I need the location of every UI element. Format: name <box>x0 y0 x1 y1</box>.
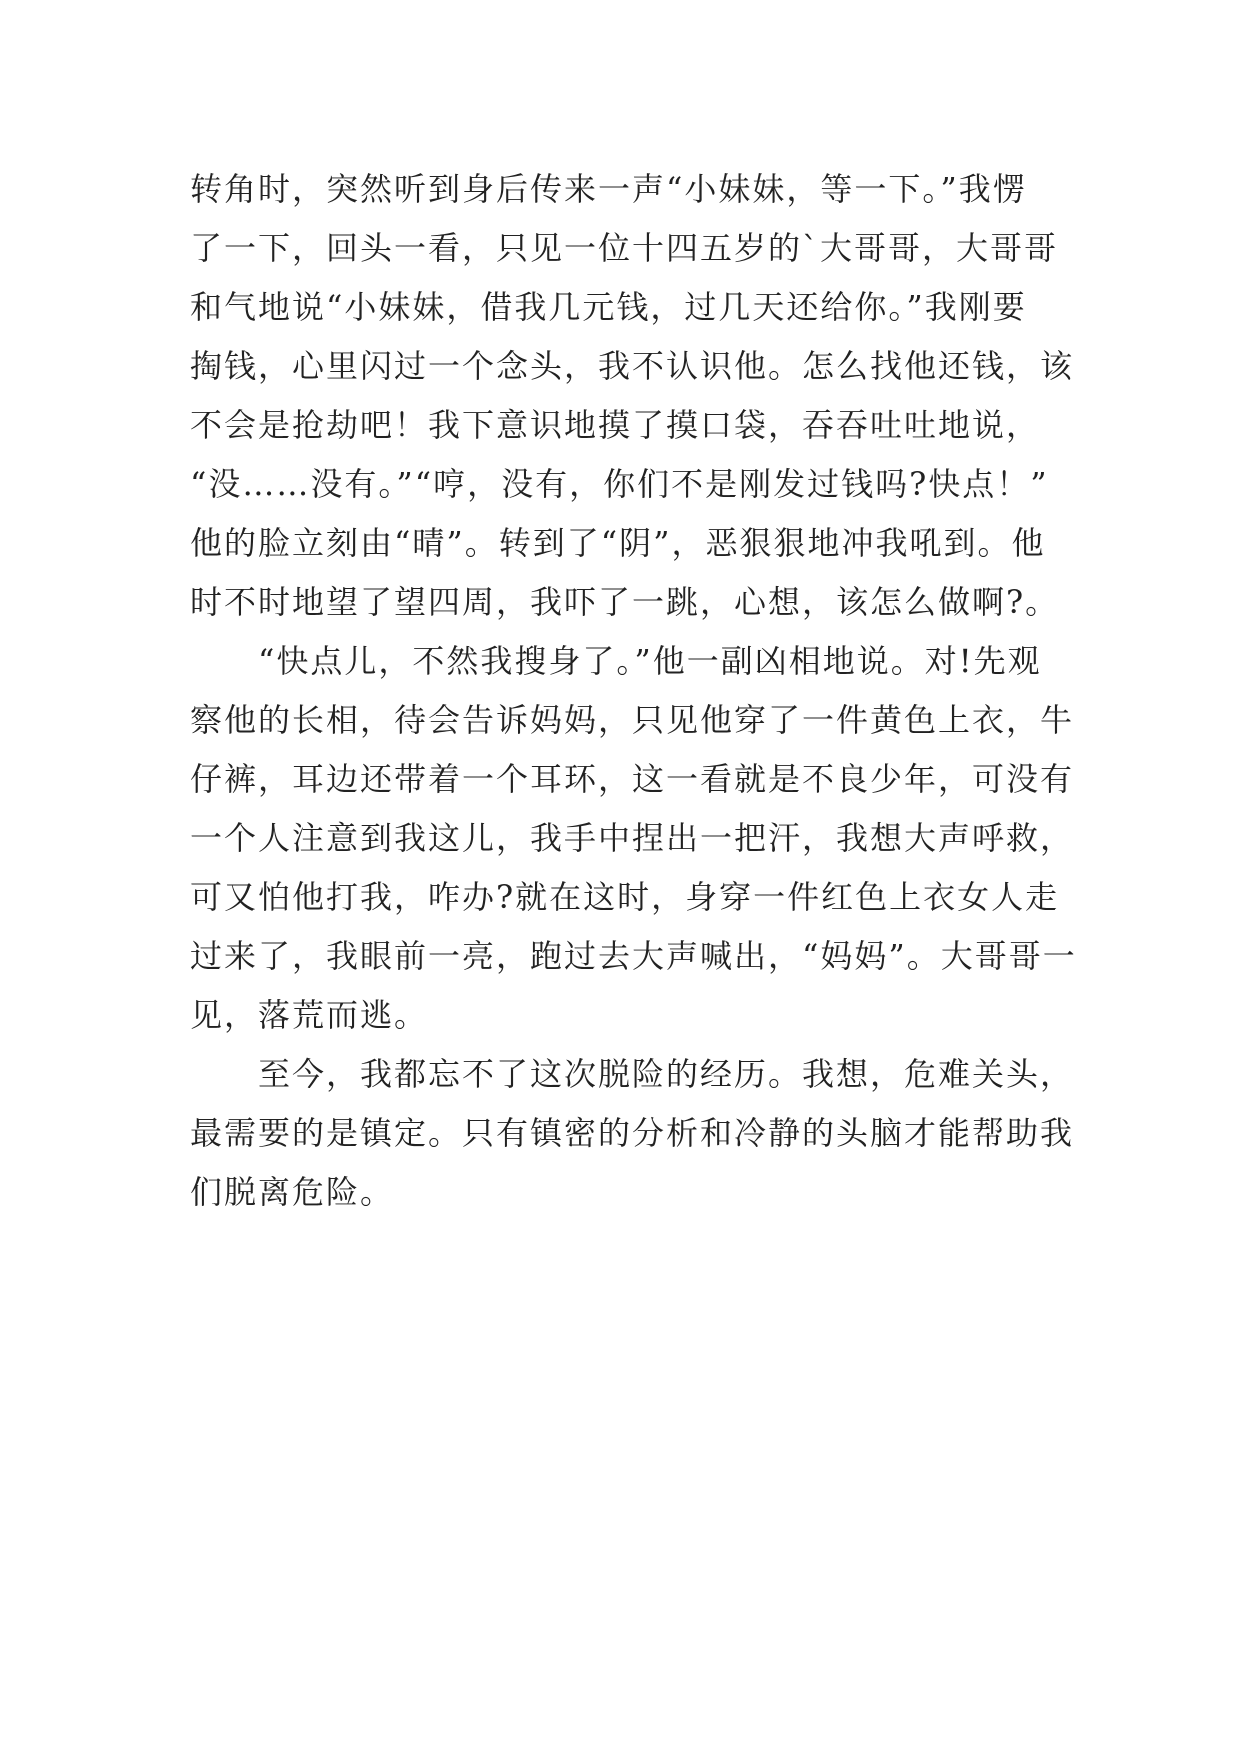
text-line: 仔裤，耳边还带着一个耳环，这一看就是不良少年，可没有 <box>190 760 1075 798</box>
document-body <box>190 160 1077 1222</box>
text-line: 不会是抢劫吧！我下意识地摸了摸口袋，吞吞吐吐地说， <box>190 406 1041 444</box>
text-line: 察他的长相，待会告诉妈妈，只见他穿了一件黄色上衣，牛 <box>190 701 1075 739</box>
text-line: 时不时地望了望四周，我吓了一跳，心想，该怎么做啊?。 <box>190 583 1060 621</box>
text-line: 过来了，我眼前一亮，跑过去大声喊出，“妈妈”。大哥哥一 <box>190 937 1077 975</box>
text-line: “没……没有。”“哼，没有，你们不是刚发过钱吗?快点！” <box>190 465 1049 503</box>
text-line: 他的脸立刻由“晴”。转到了“阴”，恶狠狠地冲我吼到。他 <box>190 524 1046 562</box>
text-line: 见，落荒而逃。 <box>190 996 429 1034</box>
text-line: 一个人注意到我这儿，我手中捏出一把汗，我想大声呼救， <box>190 819 1075 857</box>
text-line: 和气地说“小妹妹，借我几元钱，过几天还给你。”我刚要 <box>190 288 1027 326</box>
text-line: 们脱离危险。 <box>190 1173 395 1211</box>
text-line: 可又怕他打我，咋办?就在这时，身穿一件红色上衣女人走 <box>190 878 1060 916</box>
paragraph-start-line: 至今，我都忘不了这次脱险的经历。我想，危难关头， <box>258 1055 1075 1093</box>
text-line: 转角时，突然听到身后传来一声“小妹妹，等一下。”我愣 <box>190 170 1027 208</box>
text-line: 了一下，回头一看，只见一位十四五岁的`大哥哥，大哥哥 <box>190 229 1059 267</box>
text-line: 掏钱，心里闪过一个念头，我不认识他。怎么找他还钱，该 <box>190 347 1075 385</box>
text-line: 最需要的是镇定。只有镇密的分析和冷静的头脑才能帮助我 <box>190 1114 1075 1152</box>
paragraph-start-line: “快点儿，不然我搜身了。”他一副凶相地说。对!先观 <box>258 642 1042 680</box>
